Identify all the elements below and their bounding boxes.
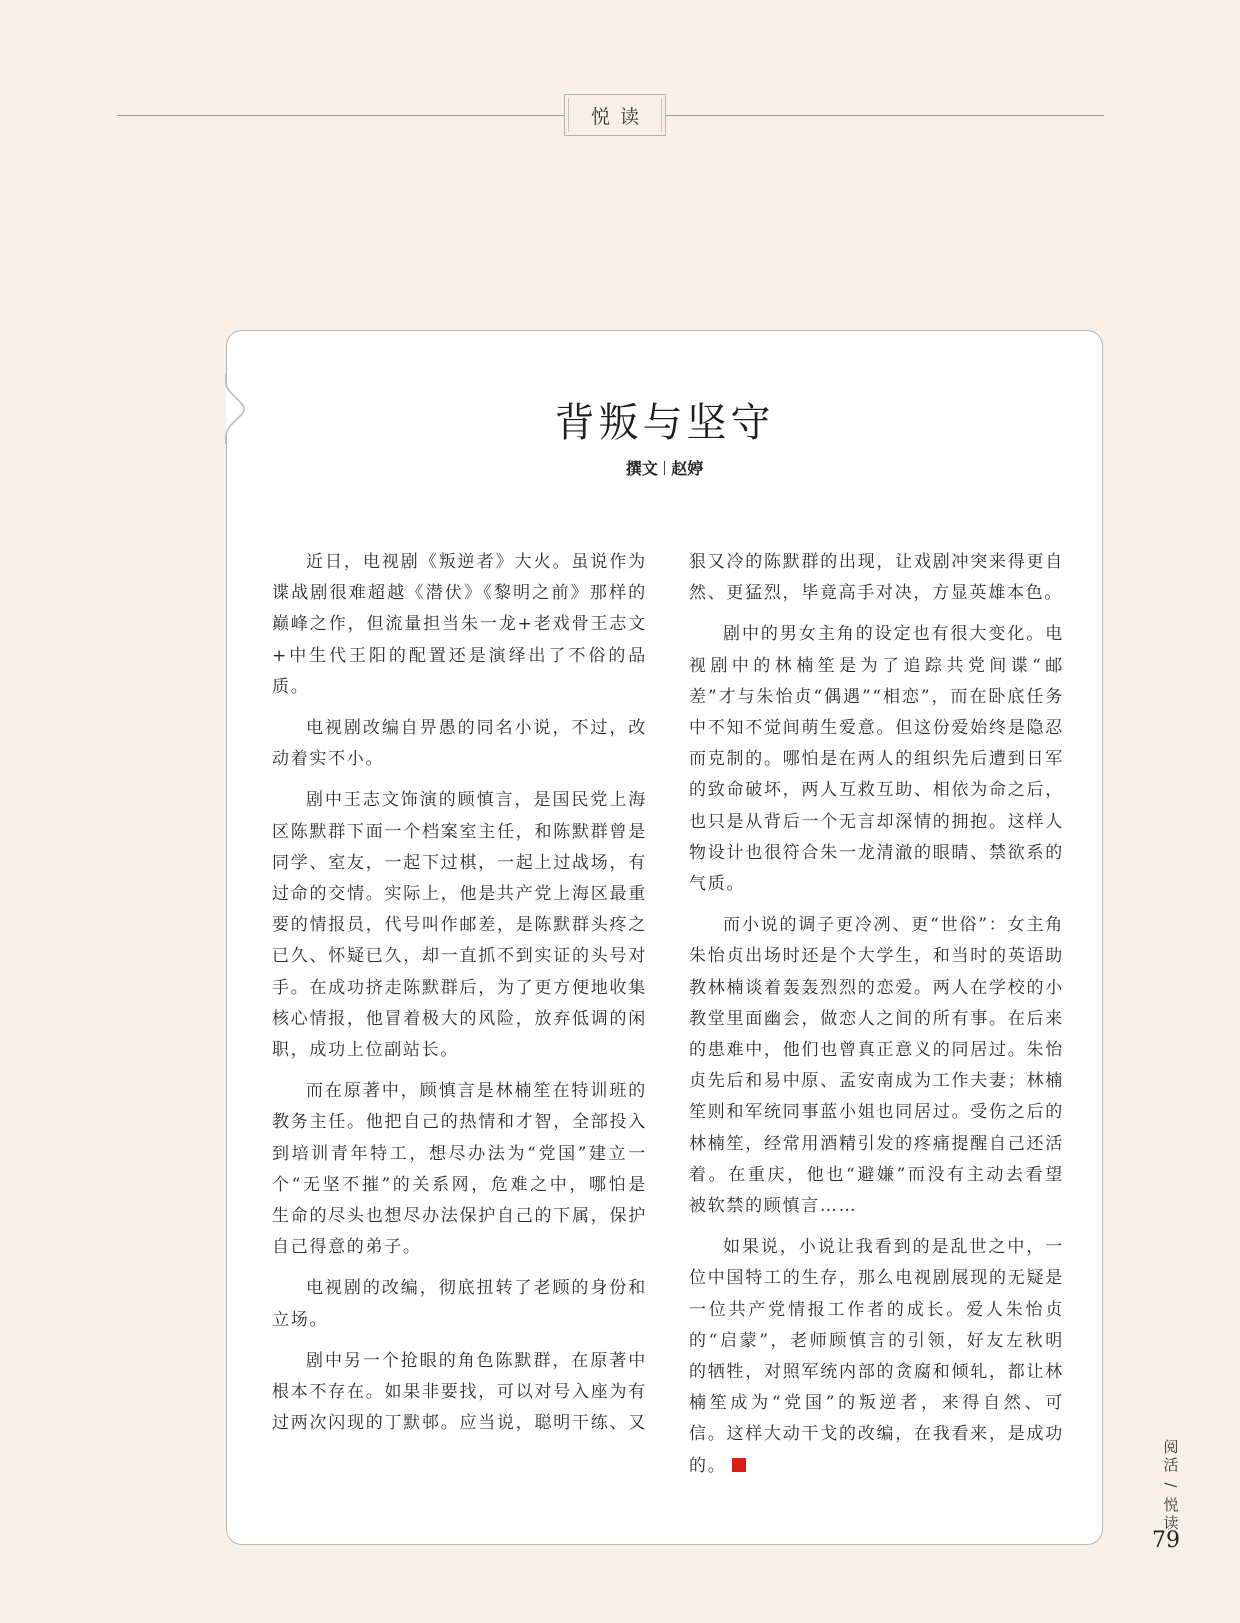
paragraph: 剧中的男女主角的设定也有很大变化。电视剧中的林楠笙是为了追踪共党间谍“邮差”才与朱怡贞“偶遇”“相恋”，而在卧底任务中不知不觉间萌生爱意。但这份爱始终是隐忍而克制的。哪怕是在两人的组织先后遭到日军的致命破坏，两人互救互助、相依为命之后，也只是从背后一个无言却深情的拥抱。这样人物设计也很符合朱一龙清澈的眼睛、禁欲系的气质。	[689, 624, 1064, 895]
paragraph-text: 如果说，小说让我看到的是乱世之中，一位中国特工的生存，那么电视剧展现的无疑是一位共产党情报工作者的成长。爱人朱怡贞的“启蒙”，老师顾慎言的引领，好友左秋明的牺牲，对照军统内部的贪腐和倾轧，都让林楠笙成为“党国”的叛逆者，来得自然、可信。这样大动干戈的改编，在我看来，是成功的。	[689, 1237, 1064, 1476]
byline	[227, 456, 1102, 479]
paragraph: 剧中王志文饰演的顾慎言，是国民党上海区陈默群下面一个档案室主任，和陈默群曾是同学、室友，一起下过棋，一起上过战场，有过命的交情。实际上，他是共产党上海区最重要的情报员，代号叫作邮差，是陈默群头疼之已久、怀疑已久，却一直抓不到实证的头号对手。在成功挤走陈默群后，为了更方便地收集核心情报，他冒着极大的风险，放弃低调的闲职，成功上位副站长。	[272, 790, 647, 1061]
folio-label-bottom: 悦读	[1163, 1496, 1179, 1532]
byline-separator	[664, 461, 666, 475]
section-tag	[564, 94, 666, 136]
paragraph: 剧中另一个抢眼的角色陈默群，在原著中根本不存在。如果非要找，可以对号入座为有过两次闪现的丁默邨。应当说，聪明干练、又狠又冷的陈默群的出现，让戏剧冲突来得更自然、更猛烈，毕竟高手对决，方显英雄本色。	[272, 552, 1064, 1434]
paragraph: 而在原著中，顾慎言是林楠笙在特训班的教务主任。他把自己的热情和才智，全部投入到培训青年特工，想尽办法为“党国”建立一个“无坚不摧”的关系网，危难之中，哪怕是生命的尽头也想尽办法保护自己的下属，保护自己得意的弟子。	[272, 1081, 647, 1258]
paragraph: 近日，电视剧《叛逆者》大火。虽说作为谍战剧很难超越《潜伏》《黎明之前》那样的巅峰之作，但流量担当朱一龙+老戏骨王志文+中生代王阳的配置还是演绎出了不俗的品质。	[272, 552, 647, 697]
folio-slash: /	[1162, 1482, 1180, 1488]
byline-prefix: 撰文	[625, 459, 658, 478]
final-paragraph	[689, 1232, 1064, 1482]
article-card	[226, 330, 1103, 1545]
page-number: 79	[1152, 1528, 1180, 1553]
card-notch-decoration	[216, 374, 256, 444]
article-body	[272, 547, 1064, 1487]
paragraph: 而小说的调子更冷冽、更“世俗”：女主角朱怡贞出场时还是个大学生，和当时的英语助教林楠谈着轰轰烈烈的恋爱。两人在学校的小教堂里面幽会，做恋人之间的所有事。在后来的患难中，他们也曾真正意义的同居过。朱怡贞先后和易中原、孟安南成为工作夫妻；林楠笙则和军统同事蓝小姐也同居过。受伤之后的林楠笙，经常用酒精引发的疼痛提醒自己还活着。在重庆，他也“避嫌”而没有主动去看望被软禁的顾慎言……	[689, 915, 1064, 1217]
paragraph: 电视剧的改编，彻底扭转了老顾的身份和立场。	[272, 1278, 647, 1330]
folio-label	[1161, 1438, 1181, 1532]
author-name: 赵婷	[671, 459, 704, 478]
article-title: 背叛与坚守	[554, 400, 775, 446]
paragraph: 电视剧改编自畀愚的同名小说，不过，改动着实不小。	[272, 718, 647, 770]
end-mark-icon	[732, 1458, 746, 1472]
section-label: 悦读	[590, 105, 649, 128]
folio-label-top: 阅活	[1163, 1438, 1179, 1474]
